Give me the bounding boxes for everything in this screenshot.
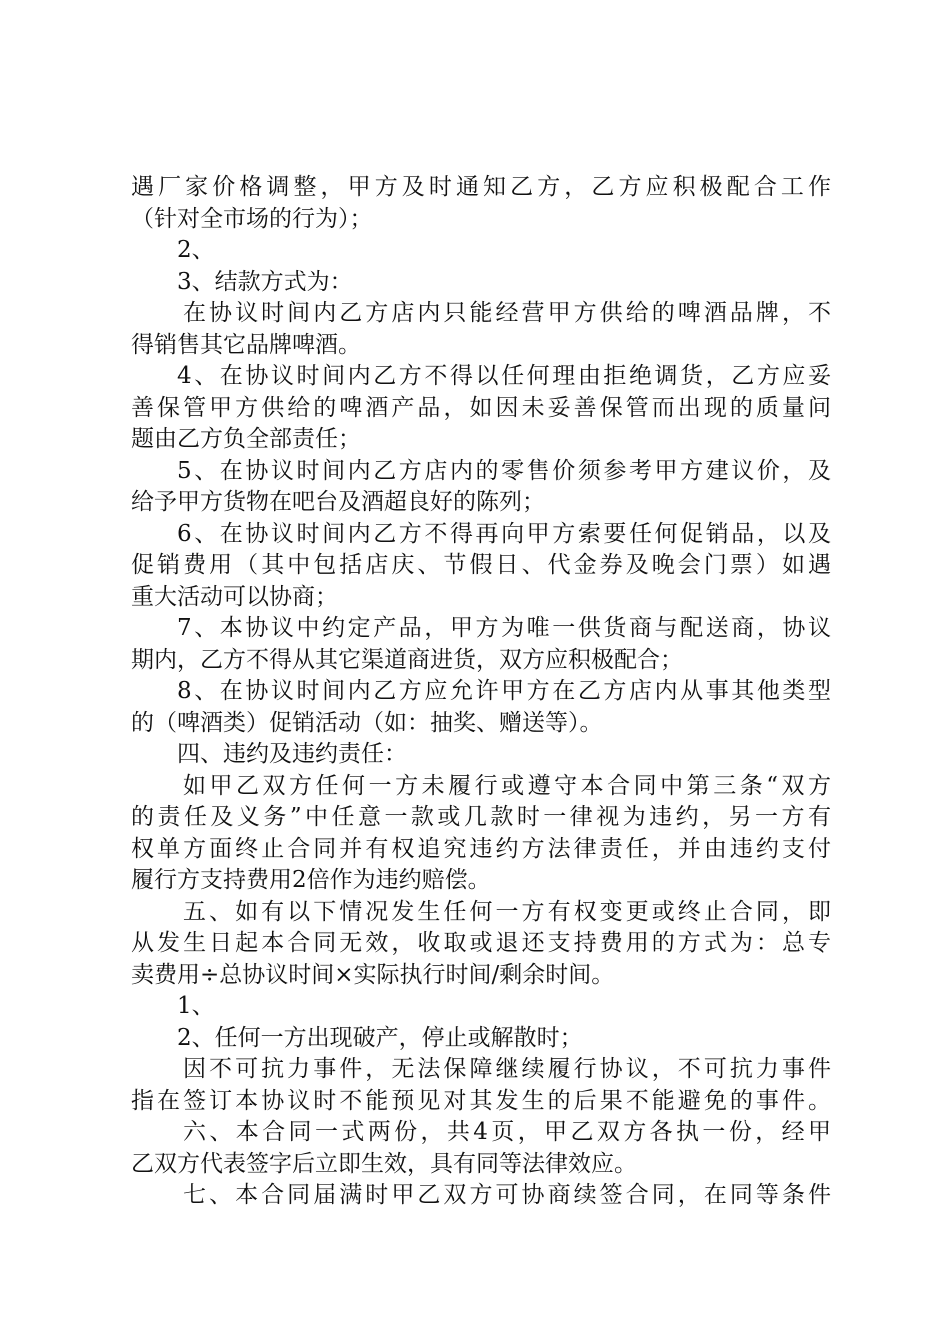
text-line: 2、任何一方出现破产，停止或解散时； bbox=[177, 1024, 583, 1051]
text-line: 得销售其它品牌啤酒。 bbox=[131, 331, 361, 358]
text-line: 1、 bbox=[177, 993, 215, 1019]
text-line: 六、本合同一式两份，共4页，甲乙双方各执一份，经甲 bbox=[183, 1119, 831, 1145]
text-line: 履行方支持费用2倍作为违约赔偿。 bbox=[131, 867, 491, 893]
text-line: 2、 bbox=[177, 237, 215, 263]
text-line: 3、结款方式为： bbox=[177, 268, 353, 295]
text-line: 给予甲方货物在吧台及酒超良好的陈列； bbox=[131, 489, 545, 515]
text-line: 权单方面终止合同并有权追究违约方法律责任，并由违约支付 bbox=[131, 835, 831, 862]
text-line: 因不可抗力事件，无法保障继续履行协议，不可抗力事件 bbox=[183, 1056, 831, 1082]
section-heading: 四、违约及违约责任： bbox=[177, 741, 407, 767]
text-line: 促销费用（其中包括店庆、节假日、代金券及晚会门票）如遇 bbox=[131, 552, 831, 578]
text-line: 乙双方代表签字后立即生效，具有同等法律效应。 bbox=[131, 1150, 637, 1177]
text-line: 在协议时间内乙方店内只能经营甲方供给的啤酒品牌，不 bbox=[183, 300, 831, 326]
text-line: 遇厂家价格调整，甲方及时通知乙方，乙方应积极配合工作 bbox=[131, 174, 831, 200]
text-line: 7、本协议中约定产品，甲方为唯一供货商与配送商，协议 bbox=[177, 615, 831, 641]
text-line: 题由乙方负全部责任； bbox=[131, 426, 361, 452]
text-line: 五、如有以下情况发生任何一方有权变更或终止合同，即 bbox=[183, 898, 831, 925]
text-line: 6、在协议时间内乙方不得再向甲方索要任何促销品，以及 bbox=[177, 520, 831, 547]
text-line: 4、在协议时间内乙方不得以任何理由拒绝调货，乙方应妥 bbox=[177, 363, 831, 389]
text-line: 重大活动可以协商； bbox=[131, 583, 338, 610]
text-line: 8、在协议时间内乙方应允许甲方在乙方店内从事其他类型 bbox=[177, 678, 831, 704]
text-line: 期内，乙方不得从其它渠道商进货，双方应积极配合； bbox=[131, 646, 683, 673]
text-line: 善保管甲方供给的啤酒产品，如因未妥善保管而出现的质量问 bbox=[131, 394, 831, 421]
text-line: 从发生日起本合同无效，收取或退还支持费用的方式为：总专 bbox=[131, 930, 831, 956]
text-line: 5、在协议时间内乙方店内的零售价须参考甲方建议价，及 bbox=[177, 457, 831, 484]
text-line: 七、本合同届满时甲乙双方可协商续签合同，在同等条件 bbox=[183, 1182, 831, 1208]
document-body bbox=[131, 172, 831, 1212]
text-line: 指在签订本协议时不能预见对其发生的后果不能避免的事件。 bbox=[131, 1087, 831, 1114]
text-line: 卖费用÷总协议时间×实际执行时间/剩余时间。 bbox=[131, 961, 615, 988]
text-line: 的责任及义务”中任意一款或几款时一律视为违约，另一方有 bbox=[131, 804, 831, 830]
text-line: （针对全市场的行为）； bbox=[131, 205, 373, 232]
text-line: 如甲乙双方任何一方未履行或遵守本合同中第三条“双方 bbox=[183, 772, 831, 799]
text-line: 的（啤酒类）促销活动（如：抽奖、赠送等）。 bbox=[131, 709, 603, 736]
